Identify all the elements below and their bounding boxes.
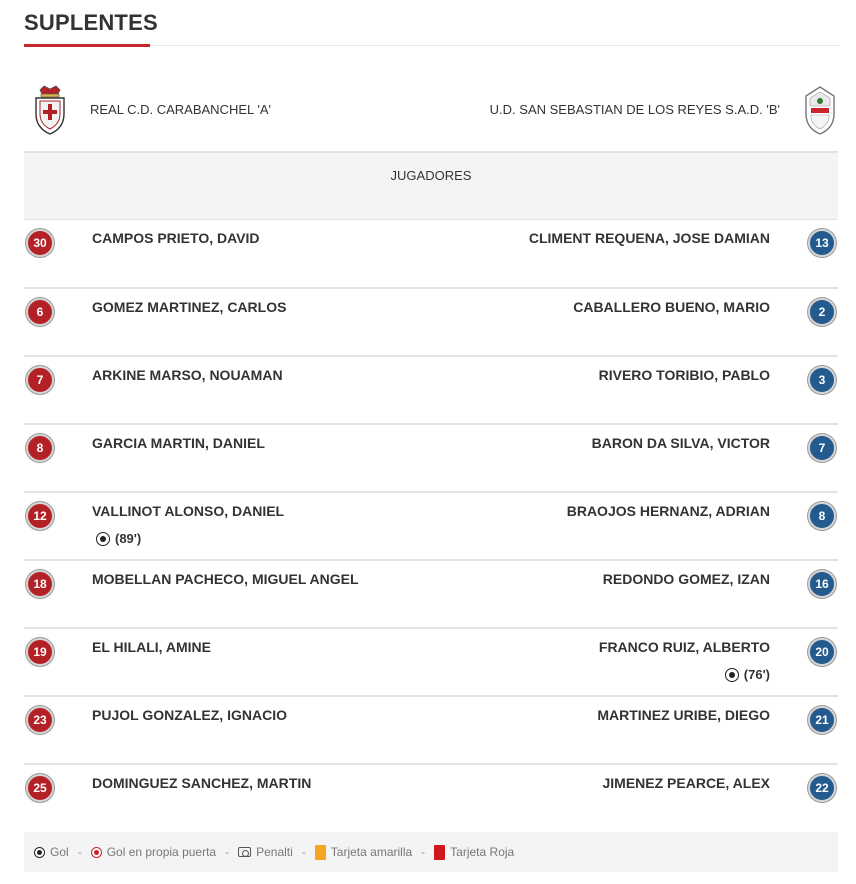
- legend-own-goal: [91, 845, 216, 859]
- table-row: [24, 695, 838, 763]
- away-player-number-badge: 16: [808, 570, 836, 598]
- legend-own-goal-label: Gol en propia puerta: [106, 845, 217, 859]
- away-player-name[interactable]: CABALLERO BUENO, MARIO: [573, 299, 770, 315]
- away-player-number-badge: 21: [808, 706, 836, 734]
- teams-header: [24, 78, 840, 142]
- home-player-name[interactable]: EL HILALI, AMINE: [92, 639, 211, 655]
- away-player-number-badge: 2: [808, 298, 836, 326]
- sanse-crest-icon: [800, 84, 840, 136]
- home-player-goal-event: [96, 531, 141, 546]
- legend-goal: [34, 845, 69, 859]
- home-player-name[interactable]: VALLINOT ALONSO, DANIEL: [92, 503, 285, 519]
- away-player-number-badge: 8: [808, 502, 836, 530]
- away-player-name[interactable]: BRAOJOS HERNANZ, ADRIAN: [566, 503, 770, 519]
- away-player-number-badge: 22: [808, 774, 836, 802]
- penalty-icon: [238, 847, 251, 857]
- player-rows: [24, 219, 838, 831]
- legend-separator: -: [225, 845, 230, 859]
- home-player-name[interactable]: CAMPOS PRIETO, DAVID: [92, 230, 260, 246]
- section-title: SUPLENTES: [24, 10, 158, 35]
- away-player-name[interactable]: MARTINEZ URIBE, DIEGO: [597, 707, 770, 723]
- red-card-icon: [434, 845, 445, 860]
- carabanchel-crest-icon: [30, 84, 70, 136]
- legend-penalty: [238, 845, 293, 859]
- section-header: [24, 0, 840, 46]
- home-player-name[interactable]: PUJOL GONZALEZ, IGNACIO: [92, 707, 287, 723]
- away-player-number-badge: 13: [808, 229, 836, 257]
- home-player-number-badge: 6: [26, 298, 54, 326]
- legend-goal-label: Gol: [50, 845, 69, 859]
- table-row: [24, 355, 838, 423]
- away-player-name[interactable]: RIVERO TORIBIO, PABLO: [598, 367, 770, 383]
- goal-minute: (89'): [115, 531, 142, 546]
- home-player-name[interactable]: DOMINGUEZ SANCHEZ, MARTIN: [92, 775, 312, 791]
- table-row: [24, 627, 838, 695]
- table-row: [24, 763, 838, 831]
- table-row: [24, 219, 838, 287]
- goal-minute: (76'): [743, 667, 770, 682]
- home-player-number-badge: 19: [26, 638, 54, 666]
- away-player-name[interactable]: FRANCO RUIZ, ALBERTO: [598, 639, 770, 655]
- legend-red-card: [434, 845, 514, 860]
- table-row: [24, 423, 838, 491]
- legend-yellow-card: [315, 845, 412, 860]
- ball-icon: [34, 847, 45, 858]
- away-player-name[interactable]: REDONDO GOMEZ, IZAN: [602, 571, 770, 587]
- legend-red-label: Tarjeta Roja: [450, 845, 515, 859]
- home-team-name[interactable]: REAL C.D. CARABANCHEL 'A': [90, 102, 271, 117]
- yellow-card-icon: [315, 845, 326, 860]
- away-team-name[interactable]: U.D. SAN SEBASTIAN DE LOS REYES S.A.D. 'B': [489, 102, 780, 117]
- players-header: JUGADORES: [24, 151, 838, 219]
- home-player-number-badge: 8: [26, 434, 54, 462]
- table-row: [24, 287, 838, 355]
- away-player-name[interactable]: BARON DA SILVA, VICTOR: [591, 435, 770, 451]
- legend-yellow-label: Tarjeta amarilla: [330, 845, 413, 859]
- section-title-underline: [24, 44, 150, 47]
- away-player-number-badge: 20: [808, 638, 836, 666]
- home-player-name[interactable]: GARCIA MARTIN, DANIEL: [92, 435, 265, 451]
- away-player-name[interactable]: JIMENEZ PEARCE, ALEX: [602, 775, 770, 791]
- table-row: [24, 491, 838, 559]
- legend-separator: -: [301, 845, 306, 859]
- home-player-number-badge: 25: [26, 774, 54, 802]
- own-goal-ball-icon: [91, 847, 102, 858]
- ball-icon: [725, 668, 739, 682]
- home-player-number-badge: 30: [26, 229, 54, 257]
- home-player-number-badge: 23: [26, 706, 54, 734]
- away-player-goal-event: [725, 667, 770, 682]
- legend-separator: -: [77, 845, 82, 859]
- home-player-name[interactable]: MOBELLAN PACHECO, MIGUEL ANGEL: [92, 571, 359, 587]
- away-player-number-badge: 3: [808, 366, 836, 394]
- legend-penalty-label: Penalti: [256, 845, 293, 859]
- away-player-number-badge: 7: [808, 434, 836, 462]
- home-player-name[interactable]: ARKINE MARSO, NOUAMAN: [92, 367, 283, 383]
- ball-icon: [96, 532, 110, 546]
- table-row: [24, 559, 838, 627]
- home-player-name[interactable]: GOMEZ MARTINEZ, CARLOS: [92, 299, 287, 315]
- home-player-number-badge: 12: [26, 502, 54, 530]
- legend-separator: -: [421, 845, 426, 859]
- away-player-name[interactable]: CLIMENT REQUENA, JOSE DAMIAN: [528, 230, 770, 246]
- substitutes-table: [24, 151, 838, 831]
- home-player-number-badge: 7: [26, 366, 54, 394]
- home-player-number-badge: 18: [26, 570, 54, 598]
- legend: [24, 832, 838, 872]
